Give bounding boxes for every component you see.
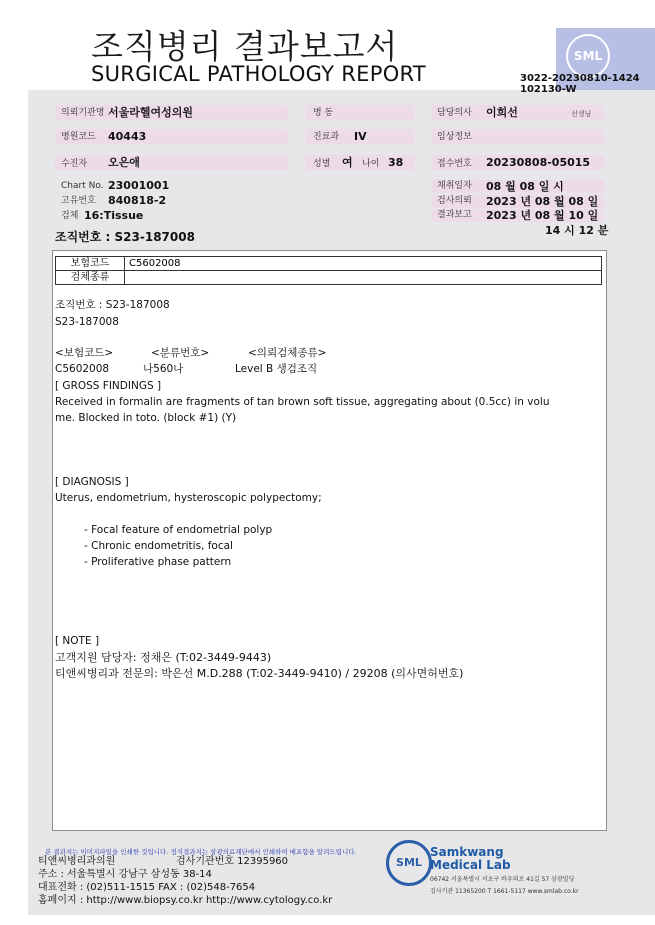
col-insurance-code: <보험코드> — [55, 347, 114, 359]
hospital-code-label: 병원코드 — [61, 132, 96, 142]
sex-value: 여 — [342, 156, 353, 169]
insurance-code-cell: C5602008 — [125, 257, 602, 271]
patient-field-bg — [55, 155, 288, 170]
dept-label: 진료과 — [313, 132, 340, 142]
institution-value: 서울라헬여성의원 — [108, 106, 194, 119]
body-tissue-number: 조직번호 : S23-187008 — [55, 299, 170, 311]
patient-value: 오은애 — [108, 156, 140, 169]
report-title-english: SURGICAL PATHOLOGY REPORT — [91, 62, 427, 86]
report-id-line1: 3022-20230810-1424 — [520, 73, 640, 84]
val-insurance-code: C5602008 — [55, 363, 110, 375]
request-date-label: 검사의뢰 — [437, 196, 472, 206]
result-date-value: 2023 년 08 월 10 일 — [486, 209, 599, 222]
col-requested-specimen: <의뢰검체종류> — [248, 347, 327, 359]
note-pathologist: 티앤씨병리과 전문의: 박은선 M.D.288 (T:02-3449-9410) / 29208 (의사면허번호) — [55, 667, 464, 680]
reception-label: 접수번호 — [437, 159, 472, 169]
body-tissue-id: S23-187008 — [55, 316, 119, 328]
specimen-type-cell — [125, 271, 602, 285]
collect-date-value: 08 월 08 일 시 — [486, 180, 564, 193]
gross-findings-line1: Received in formalin are fragments of tan brown soft tissue, aggregating about (0.5cc) in volu — [55, 396, 550, 408]
tissue-number: 조직번호 : S23-187008 — [55, 230, 195, 244]
footer-address: 주소 : 서울특별시 강남구 삼성동 38-14 — [38, 869, 212, 880]
note-title: [ NOTE ] — [55, 635, 100, 647]
samkwang-contact: 검사기관 11365200 T 1661-5117 www.smlab.co.kr — [430, 888, 579, 895]
ward-label: 병 동 — [313, 108, 334, 118]
age-label: 나이 — [362, 159, 380, 169]
unique-no-value: 840818-2 — [108, 194, 167, 207]
footer-notice: 본 결과지는 이미지파일을 인쇄한 것입니다. 정식결과지는 삼광의료재단에서 인쇄하여 배포함을 알려드립니다. — [45, 848, 357, 856]
footer-license: 검사기관번호 12395960 — [176, 856, 289, 867]
specimen-label: 검체 — [61, 211, 79, 221]
patient-label: 수진자 — [61, 159, 88, 169]
gross-findings-line2: me. Blocked in toto. (block #1) (Y) — [55, 412, 237, 424]
collect-date-label: 채취일자 — [437, 181, 472, 191]
request-date-value: 2023 년 08 월 08 일 — [486, 195, 599, 208]
val-classification-no: 나560나 — [143, 363, 184, 375]
specimen-value: 16:Tissue — [84, 209, 144, 222]
diagnosis-title: [ DIAGNOSIS ] — [55, 476, 129, 488]
dept-value: IV — [354, 130, 367, 143]
diagnosis-line1: Uterus, endometrium, hysteroscopic polypectomy; — [55, 492, 322, 504]
footer-website: 홈페이지 : http://www.biopsy.co.kr http://www.cytology.co.kr — [38, 895, 333, 906]
sml-logo-icon: SML — [566, 34, 610, 78]
diagnosis-item3: - Proliferative phase pattern — [84, 556, 232, 568]
samkwang-name — [430, 846, 511, 872]
sex-label: 성별 — [313, 159, 331, 169]
val-requested-specimen: Level B 생검조직 — [235, 363, 318, 375]
report-id — [520, 73, 640, 95]
footer-lab-name: 티앤씨병리과의원 — [38, 856, 116, 867]
samkwang-name-line1: Samkwang — [430, 845, 504, 859]
result-date-label: 결과보고 — [437, 210, 472, 220]
result-time-value: 14 시 12 분 — [545, 224, 609, 237]
footer-phone: 대표전화 : (02)511-1515 FAX : (02)548-7654 — [38, 882, 256, 893]
report-title-korean: 조직병리 결과보고서 — [91, 27, 399, 66]
samkwang-address: 06742 서울특별시 서초구 바우뫼로 41길 57 삼광빌딩 — [430, 876, 575, 883]
specimen-type-header: 검체종류 — [56, 271, 125, 285]
note-contact: 고객지원 담당자: 정채은 (T:02-3449-9443) — [55, 651, 272, 664]
table-row — [56, 271, 602, 285]
table-row — [56, 257, 602, 271]
col-classification-no: <분류번호> — [151, 347, 210, 359]
samkwang-name-line2: Medical Lab — [430, 858, 511, 872]
reception-value: 20230808-05015 — [486, 156, 591, 169]
report-id-line2: 102130-W — [520, 84, 577, 95]
diagnosis-item2: - Chronic endometritis, focal — [84, 540, 233, 552]
gross-findings-title: [ GROSS FINDINGS ] — [55, 380, 162, 392]
clinical-label: 임상정보 — [437, 132, 472, 142]
diagnosis-item1: - Focal feature of endometrial polyp — [84, 524, 273, 536]
hospital-code-value: 40443 — [108, 130, 147, 143]
chart-no-value: 23001001 — [108, 179, 170, 192]
age-value: 38 — [388, 156, 404, 169]
insurance-code-table — [55, 256, 602, 285]
samkwang-logo-icon: SML — [386, 840, 432, 886]
doctor-value: 이희선 — [486, 106, 518, 119]
unique-no-label: 고유번호 — [61, 196, 96, 206]
chart-no-label: Chart No. — [61, 181, 104, 191]
institution-label: 의뢰기관명 — [61, 108, 105, 118]
insurance-code-header: 보험코드 — [56, 257, 125, 271]
doctor-label: 담당의사 — [437, 108, 472, 118]
doctor-suffix: 선생님 — [571, 110, 592, 118]
